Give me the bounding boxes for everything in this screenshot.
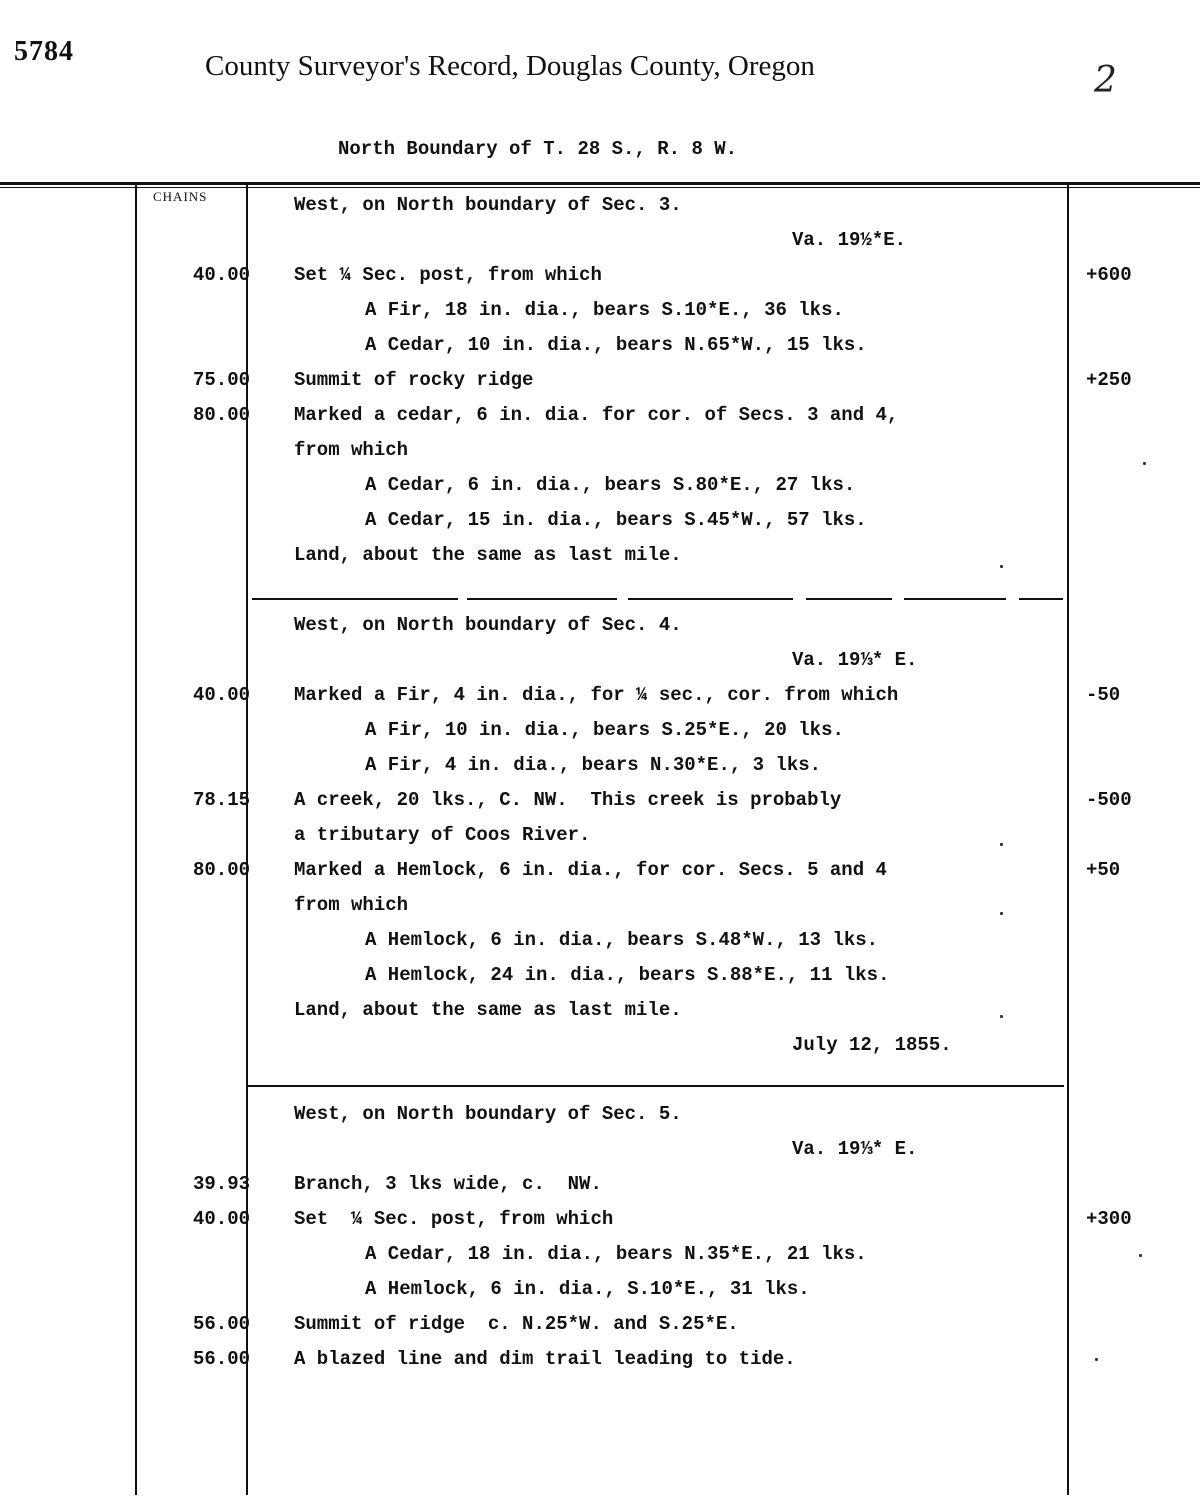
entry-text: A Cedar, 6 in. dia., bears S.80*E., 27 lks. <box>365 474 856 496</box>
entry-text: Va. 19½*E. <box>792 229 907 251</box>
entry-text: A Cedar, 15 in. dia., bears S.45*W., 57 lks. <box>365 509 867 531</box>
section-divider-1 <box>252 598 458 600</box>
chains-column-header: CHAINS <box>153 189 208 204</box>
scan-speck <box>1000 843 1003 846</box>
entry-text: Set ¼ Sec. post, from which <box>294 264 602 286</box>
entry-text: West, on North boundary of Sec. 3. <box>294 194 682 216</box>
entry-text: A creek, 20 lks., C. NW. This creek is probably <box>294 789 842 811</box>
entry-text: Summit of rocky ridge <box>294 369 534 391</box>
handwritten-page-mark: 2 <box>1094 60 1117 101</box>
chains-left-border <box>135 185 137 1495</box>
entry-text: Marked a cedar, 6 in. dia. for cor. of Secs. 3 and 4, <box>294 404 899 426</box>
entry-text: July 12, 1855. <box>792 1034 952 1056</box>
entry-text: A Cedar, 18 in. dia., bears N.35*E., 21 lks. <box>365 1243 867 1265</box>
elevation-value: +250 <box>1086 369 1132 391</box>
entry-text: West, on North boundary of Sec. 4. <box>294 614 682 636</box>
record-number: 5784 <box>14 36 74 67</box>
chain-value: 40.00 <box>192 264 250 286</box>
elevation-value: +300 <box>1086 1208 1132 1230</box>
scan-speck <box>1000 912 1003 915</box>
entry-text: Land, about the same as last mile. <box>294 544 682 566</box>
entry-text: A Hemlock, 24 in. dia., bears S.88*E., 11 lks. <box>365 964 890 986</box>
entry-text: Summit of ridge c. N.25*W. and S.25*E. <box>294 1313 739 1335</box>
elevation-value: -50 <box>1086 684 1121 706</box>
entry-text: A Cedar, 10 in. dia., bears N.65*W., 15 lks. <box>365 334 867 356</box>
elevation-value: +50 <box>1086 859 1121 881</box>
elevation-value: -500 <box>1086 789 1132 811</box>
section-divider-1 <box>628 598 793 600</box>
section-divider-2 <box>248 1085 1064 1087</box>
section-divider-1 <box>904 598 1006 600</box>
entry-text: Va. 19⅓* E. <box>792 649 918 671</box>
scan-speck <box>1095 1358 1098 1361</box>
entry-text: A Fir, 4 in. dia., bears N.30*E., 3 lks. <box>365 754 822 776</box>
top-rule <box>0 182 1200 185</box>
chain-value: 80.00 <box>192 404 250 426</box>
scan-speck <box>1000 565 1003 568</box>
chain-value: 56.00 <box>192 1313 250 1335</box>
top-rule-thin <box>0 187 1200 188</box>
entry-text: Marked a Hemlock, 6 in. dia., for cor. Secs. 5 and 4 <box>294 859 887 881</box>
elevation-left-border <box>1067 185 1069 1495</box>
entry-text: Land, about the same as last mile. <box>294 999 682 1021</box>
entry-text: Set ¼ Sec. post, from which <box>294 1208 614 1230</box>
entry-text: A Fir, 10 in. dia., bears S.25*E., 20 lks. <box>365 719 844 741</box>
entry-text: A Fir, 18 in. dia., bears S.10*E., 36 lks. <box>365 299 844 321</box>
entry-text: A blazed line and dim trail leading to tide. <box>294 1348 796 1370</box>
elevation-value: +600 <box>1086 264 1132 286</box>
entry-text: Branch, 3 lks wide, c. NW. <box>294 1173 602 1195</box>
section-divider-1 <box>467 598 617 600</box>
chain-value: 56.00 <box>192 1348 250 1370</box>
chain-value: 80.00 <box>192 859 250 881</box>
entry-text: from which <box>294 439 409 461</box>
chain-value: 40.00 <box>192 684 250 706</box>
subtitle: North Boundary of T. 28 S., R. 8 W. <box>338 138 738 160</box>
chain-value: 78.15 <box>192 789 250 811</box>
entry-text: West, on North boundary of Sec. 5. <box>294 1103 682 1125</box>
scan-speck <box>1139 1254 1142 1257</box>
chain-value: 40.00 <box>192 1208 250 1230</box>
entry-text: A Hemlock, 6 in. dia., S.10*E., 31 lks. <box>365 1278 810 1300</box>
entry-text: from which <box>294 894 409 916</box>
chain-value: 75.00 <box>192 369 250 391</box>
entry-text: A Hemlock, 6 in. dia., bears S.48*W., 13 lks. <box>365 929 879 951</box>
scan-speck <box>1000 1015 1003 1018</box>
scan-speck <box>1143 462 1146 465</box>
entry-text: Va. 19⅓* E. <box>792 1138 918 1160</box>
entry-text: Marked a Fir, 4 in. dia., for ¼ sec., cor. from which <box>294 684 899 706</box>
section-divider-1 <box>1019 598 1063 600</box>
entry-text: a tributary of Coos River. <box>294 824 591 846</box>
page-title: County Surveyor's Record, Douglas County, Oregon <box>205 50 815 82</box>
section-divider-1 <box>806 598 892 600</box>
chain-value: 39.93 <box>192 1173 250 1195</box>
